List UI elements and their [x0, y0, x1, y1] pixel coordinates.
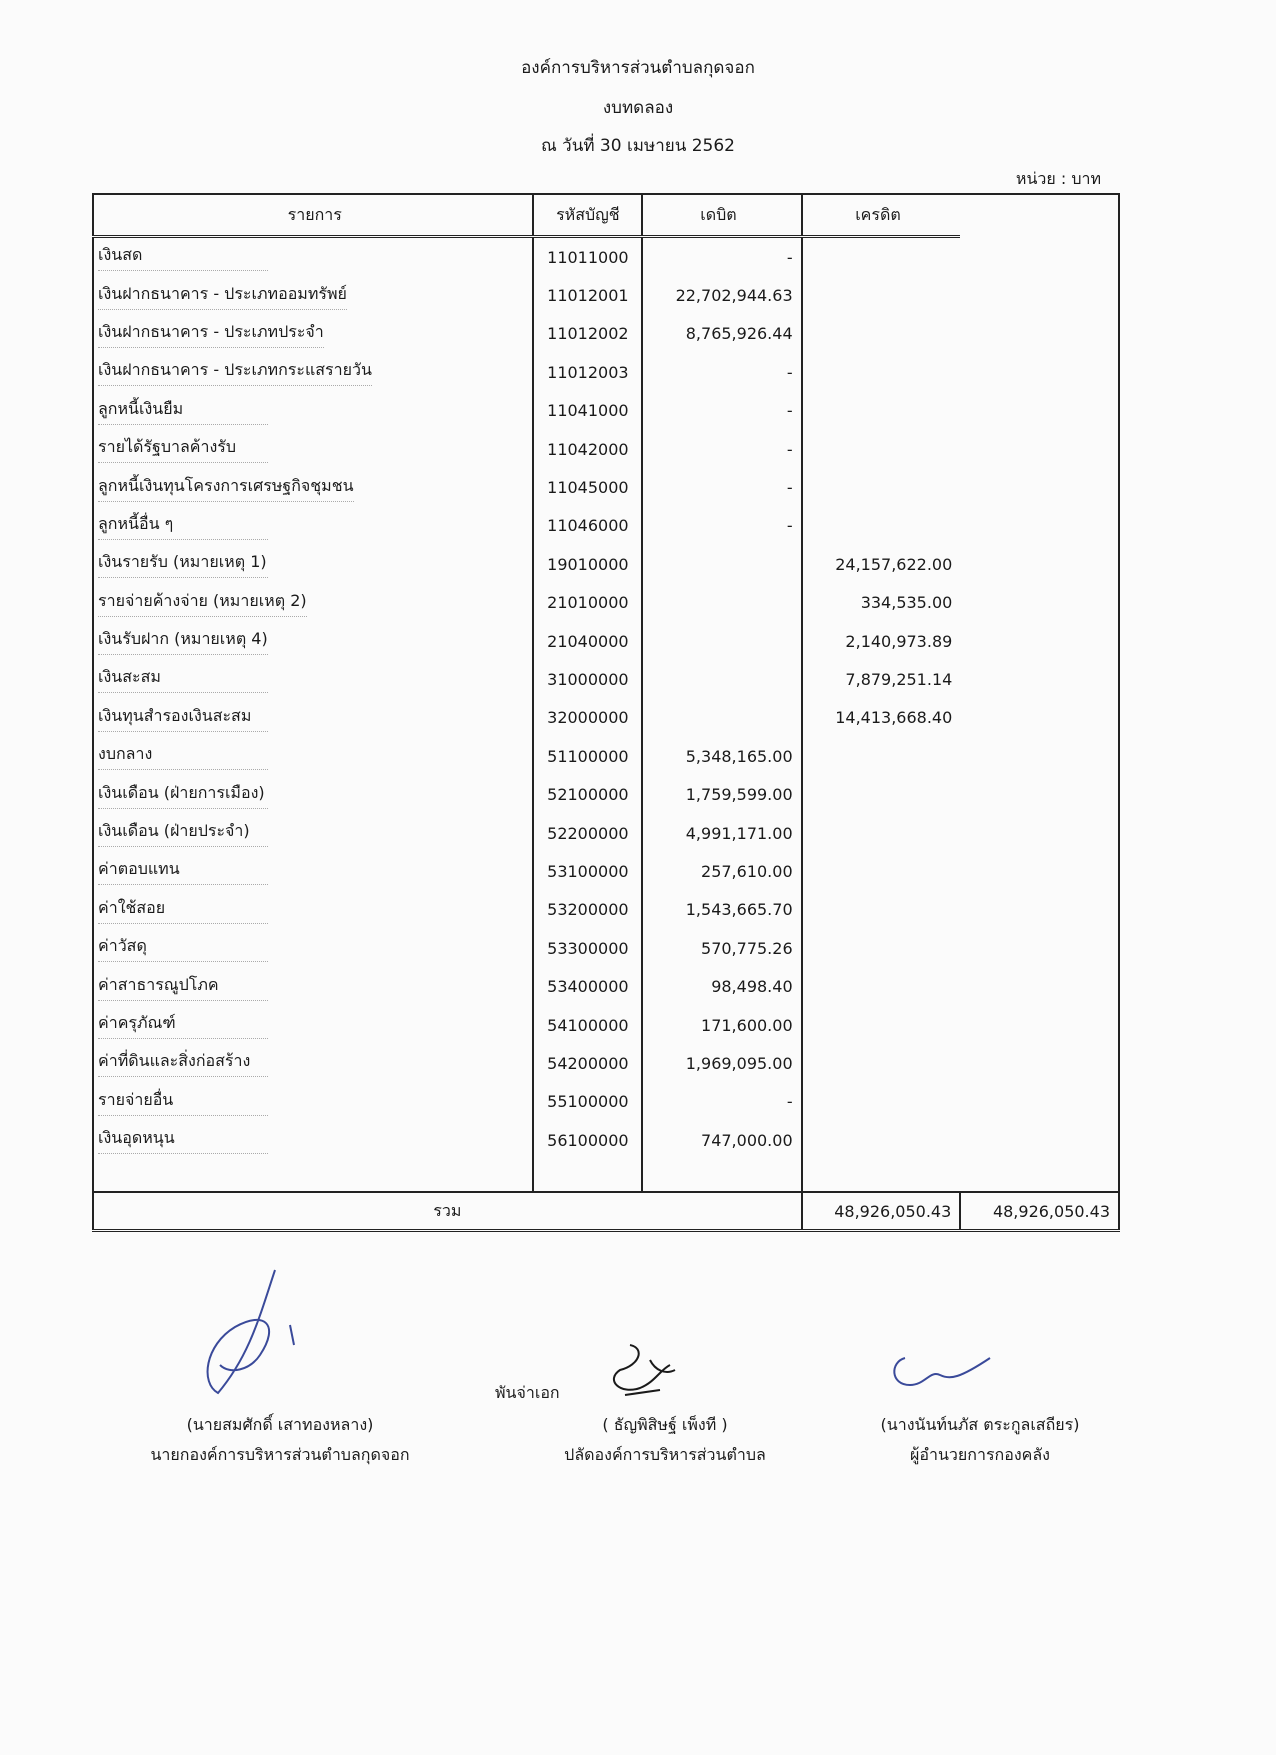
- row-debit: -: [642, 353, 801, 391]
- row-credit: [802, 852, 961, 890]
- row-debit: [642, 545, 801, 583]
- row-code: 19010000: [533, 545, 642, 583]
- row-debit: 5,348,165.00: [642, 737, 801, 775]
- row-code: 11012003: [533, 353, 642, 391]
- row-credit: [802, 1006, 961, 1044]
- row-credit: 24,157,622.00: [802, 545, 961, 583]
- row-credit: [802, 775, 961, 813]
- row-item: เงินเดือน (ฝ่ายประจำ): [98, 819, 268, 847]
- table-row: [93, 468, 1119, 506]
- row-credit: [802, 929, 961, 967]
- table-row: [93, 814, 1119, 852]
- row-debit: -: [642, 237, 801, 277]
- row-code: 52200000: [533, 814, 642, 852]
- table-row: [93, 276, 1119, 314]
- row-item: เงินเดือน (ฝ่ายการเมือง): [98, 781, 268, 809]
- row-item: ค่าตอบแทน: [98, 857, 268, 885]
- total-row: [93, 1192, 1119, 1231]
- row-item: ลูกหนี้อื่น ๆ: [98, 512, 268, 540]
- organization-name: องค์การบริหารส่วนตำบลกุดจอก: [521, 58, 755, 78]
- row-debit: 98,498.40: [642, 967, 801, 1005]
- row-code: 11012002: [533, 315, 642, 353]
- table-row: [93, 315, 1119, 353]
- row-debit: -: [642, 468, 801, 506]
- row-debit: 8,765,926.44: [642, 315, 801, 353]
- signature-mark-middle: [600, 1340, 680, 1405]
- signer-name: (นายสมศักดิ์ เสาทองหลาง): [186, 1415, 374, 1434]
- signer-name: (นางนันท์นภัส ตระกูลเสถียร): [880, 1415, 1080, 1434]
- table-row: [93, 852, 1119, 890]
- row-item: ลูกหนี้เงินยืม: [98, 397, 268, 425]
- unit-label: หน่วย : บาท: [1015, 169, 1101, 188]
- row-code: 32000000: [533, 699, 642, 737]
- row-debit: 257,610.00: [642, 852, 801, 890]
- row-item: เงินฝากธนาคาร - ประเภทกระแสรายวัน: [98, 358, 372, 386]
- table-row: [93, 1044, 1119, 1082]
- row-credit: 334,535.00: [802, 584, 961, 622]
- row-item: ค่าใช้สอย: [98, 896, 268, 924]
- row-credit: [802, 814, 961, 852]
- signer-position: ปลัดองค์การบริหารส่วนตำบล: [564, 1445, 766, 1464]
- column-header-item: รายการ: [93, 194, 533, 237]
- row-item: ค่าวัสดุ: [98, 934, 268, 962]
- column-header-debit: เดบิต: [642, 194, 801, 237]
- table-row: [93, 584, 1119, 622]
- row-item: ค่าที่ดินและสิ่งก่อสร้าง: [98, 1049, 268, 1077]
- row-credit: [802, 315, 961, 353]
- row-item: เงินสะสม: [98, 665, 268, 693]
- row-debit: 1,543,665.70: [642, 891, 801, 929]
- row-code: 21040000: [533, 622, 642, 660]
- row-code: 11046000: [533, 507, 642, 545]
- row-code: 53300000: [533, 929, 642, 967]
- row-item: ลูกหนี้เงินทุนโครงการเศรษฐกิจชุมชน: [98, 474, 354, 502]
- table-row: [93, 1083, 1119, 1121]
- signature-block-left: [110, 1410, 450, 1470]
- table-row: [93, 775, 1119, 813]
- row-credit: 2,140,973.89: [802, 622, 961, 660]
- row-item: รายได้รัฐบาลค้างรับ: [98, 435, 268, 463]
- row-debit: 4,991,171.00: [642, 814, 801, 852]
- row-code: 51100000: [533, 737, 642, 775]
- row-credit: [802, 737, 961, 775]
- table-row: [93, 929, 1119, 967]
- column-header-code: รหัสบัญชี: [533, 194, 642, 237]
- table-row: [93, 660, 1119, 698]
- row-code: 53100000: [533, 852, 642, 890]
- signer-rank: พันจ่าเอก: [495, 1383, 560, 1402]
- row-item: เงินอุดหนุน: [98, 1126, 268, 1154]
- row-item: เงินทุนสำรองเงินสะสม: [98, 704, 268, 732]
- row-debit: 1,759,599.00: [642, 775, 801, 813]
- table-row: [93, 1121, 1119, 1159]
- row-item: เงินฝากธนาคาร - ประเภทออมทรัพย์: [98, 282, 347, 310]
- row-debit: [642, 660, 801, 698]
- row-code: 54200000: [533, 1044, 642, 1082]
- signer-name: ( ธัญพิสิษฐ์ เพ็งที ): [602, 1415, 728, 1434]
- row-code: 11042000: [533, 430, 642, 468]
- signature-block-right: [830, 1410, 1130, 1470]
- row-credit: [802, 430, 961, 468]
- table-row: [93, 545, 1119, 583]
- row-code: 53200000: [533, 891, 642, 929]
- row-debit: 747,000.00: [642, 1121, 801, 1159]
- row-item: เงินสด: [98, 243, 268, 271]
- row-debit: [642, 699, 801, 737]
- row-code: 11012001: [533, 276, 642, 314]
- row-code: 11011000: [533, 237, 642, 277]
- trial-balance-table: [92, 193, 1120, 1232]
- row-code: 56100000: [533, 1121, 642, 1159]
- row-code: 52100000: [533, 775, 642, 813]
- row-debit: 22,702,944.63: [642, 276, 801, 314]
- table-header-row: [93, 194, 1119, 237]
- row-code: 55100000: [533, 1083, 642, 1121]
- table-spacer-row: [93, 1159, 1119, 1192]
- table-row: [93, 237, 1119, 277]
- row-code: 21010000: [533, 584, 642, 622]
- row-code: 54100000: [533, 1006, 642, 1044]
- signer-position: ผู้อำนวยการกองคลัง: [910, 1445, 1050, 1464]
- row-credit: [802, 1044, 961, 1082]
- row-debit: -: [642, 507, 801, 545]
- row-credit: 7,879,251.14: [802, 660, 961, 698]
- table-row: [93, 430, 1119, 468]
- row-credit: [802, 891, 961, 929]
- row-credit: [802, 468, 961, 506]
- signature-mark-left: [190, 1265, 320, 1400]
- row-debit: -: [642, 1083, 801, 1121]
- row-credit: 14,413,668.40: [802, 699, 961, 737]
- table-row: [93, 1006, 1119, 1044]
- total-credit: 48,926,050.43: [960, 1192, 1119, 1231]
- table-row: [93, 507, 1119, 545]
- signer-position: นายกองค์การบริหารส่วนตำบลกุดจอก: [150, 1445, 410, 1464]
- row-debit: 570,775.26: [642, 929, 801, 967]
- row-credit: [802, 967, 961, 1005]
- row-code: 11045000: [533, 468, 642, 506]
- total-label: รวม: [93, 1192, 802, 1231]
- row-debit: [642, 584, 801, 622]
- table-row: [93, 967, 1119, 1005]
- table-row: [93, 353, 1119, 391]
- table-row: [93, 891, 1119, 929]
- row-item: ค่าครุภัณฑ์: [98, 1011, 268, 1039]
- row-credit: [802, 1083, 961, 1121]
- row-item: ค่าสาธารณูปโภค: [98, 973, 268, 1001]
- row-credit: [802, 392, 961, 430]
- table-row: [93, 699, 1119, 737]
- row-item: รายจ่ายค้างจ่าย (หมายเหตุ 2): [98, 589, 307, 617]
- row-item: รายจ่ายอื่น: [98, 1088, 268, 1116]
- row-credit: [802, 1121, 961, 1159]
- row-credit: [802, 353, 961, 391]
- row-debit: -: [642, 392, 801, 430]
- signature-mark-right: [885, 1350, 995, 1400]
- row-debit: 171,600.00: [642, 1006, 801, 1044]
- row-debit: [642, 622, 801, 660]
- row-credit: [802, 276, 961, 314]
- row-code: 31000000: [533, 660, 642, 698]
- document-title: งบทดลอง: [602, 98, 674, 118]
- signature-block-middle: [500, 1410, 830, 1470]
- document-date: ณ วันที่ 30 เมษายน 2562: [540, 136, 735, 156]
- row-item: เงินรายรับ (หมายเหตุ 1): [98, 550, 268, 578]
- row-credit: [802, 507, 961, 545]
- row-item: เงินรับฝาก (หมายเหตุ 4): [98, 627, 268, 655]
- total-debit: 48,926,050.43: [802, 1192, 961, 1231]
- column-header-credit: เครดิต: [802, 194, 961, 237]
- row-debit: 1,969,095.00: [642, 1044, 801, 1082]
- row-item: เงินฝากธนาคาร - ประเภทประจำ: [98, 320, 324, 348]
- row-debit: -: [642, 430, 801, 468]
- row-code: 53400000: [533, 967, 642, 1005]
- row-item: งบกลาง: [98, 742, 268, 770]
- row-code: 11041000: [533, 392, 642, 430]
- row-credit: [802, 237, 961, 277]
- table-row: [93, 737, 1119, 775]
- table-row: [93, 622, 1119, 660]
- table-row: [93, 392, 1119, 430]
